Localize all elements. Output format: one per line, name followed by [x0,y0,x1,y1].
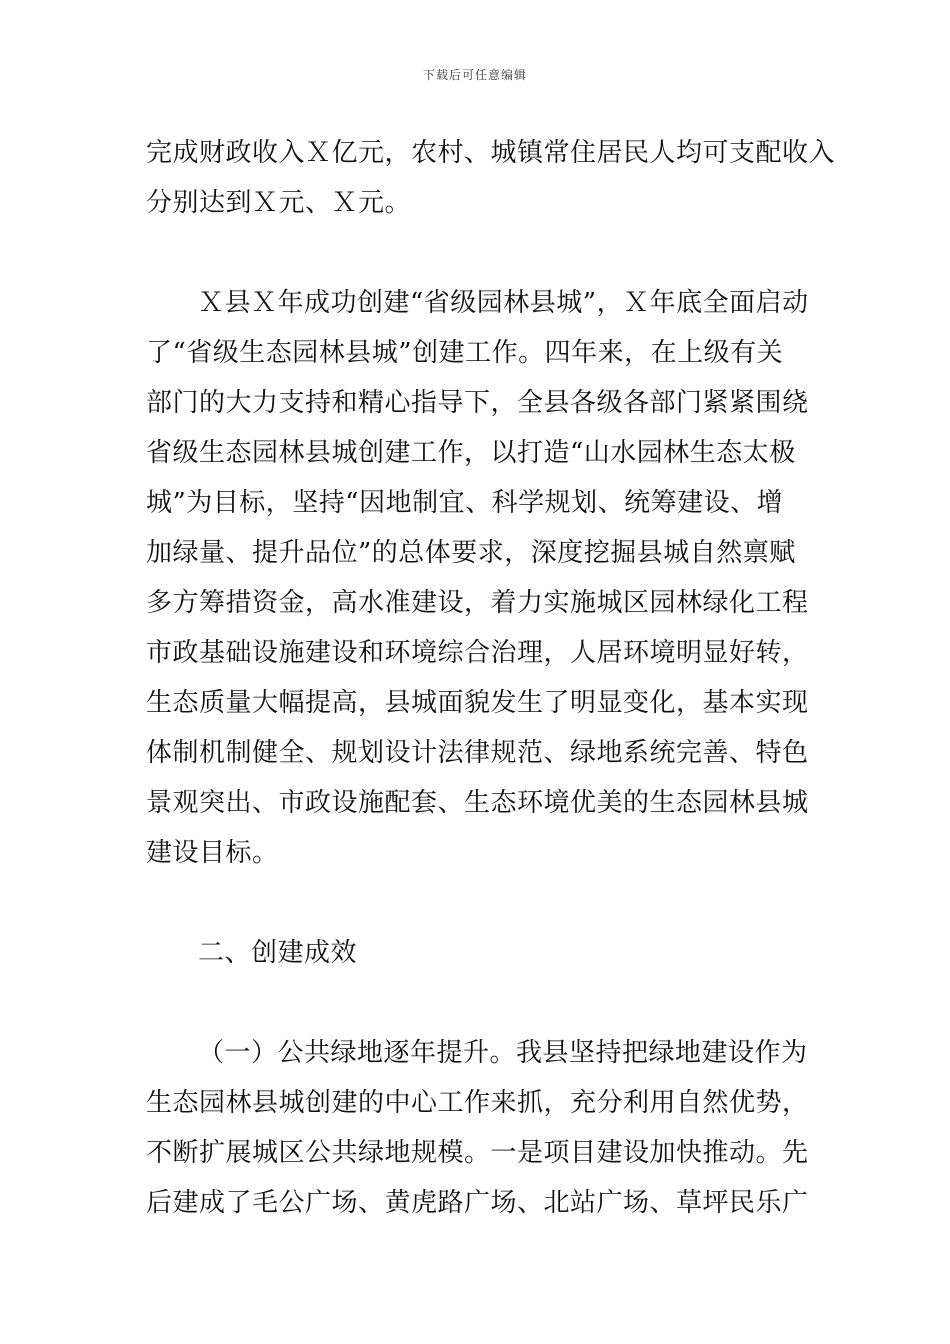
page-header-note: 下载后可任意编辑 [422,68,527,82]
text-line: 市政基础设施建设和环境综合治理，人居环境明显好转， [146,638,809,668]
paragraph-garden-county [146,278,809,878]
text-line: 生态园林县城创建的中心工作来抓，充分利用自然优势， [146,1088,809,1118]
text-line: 了“省级生态园林县城”创建工作。四年来，在上级有关 [146,338,784,368]
paragraph-spacer [146,978,806,1028]
text-line: 部门的大力支持和精心指导下，全县各级各部门紧紧围绕 [146,388,809,418]
text-line: 多方筹措资金，高水准建设，着力实施城区园林绿化工程 [146,588,809,618]
text-line: 加绿量、提升品位”的总体要求，深度挖掘县城自然禀赋 [146,538,796,568]
text-line: 分别达到Ｘ元、Ｘ元。 [146,188,412,218]
text-line: Ｘ县Ｘ年成功创建“省级园林县城”，Ｘ年底全面启动 [198,288,809,318]
text-line: 建设目标。 [146,838,279,868]
text-line: 完成财政收入Ｘ亿元，农村、城镇常住居民人均可支配收入 [146,138,836,168]
paragraph-fiscal-income [146,128,836,228]
paragraph-spacer [146,228,806,278]
section-heading [146,928,806,978]
text-line: 不断扩展城区公共绿地规模。一是项目建设加快推动。先 [146,1138,809,1168]
text-line: 省级生态园林县城创建工作，以打造“山水园林生态太极 [146,438,796,468]
text-line: 体制机制健全、规划设计法律规范、绿地系统完善、特色 [146,738,809,768]
text-line: （一）公共绿地逐年提升。我县坚持把绿地建设作为 [198,1038,808,1068]
text-line: 景观突出、市政设施配套、生态环境优美的生态园林县城 [146,788,809,818]
paragraph-public-greenspace [146,1028,809,1228]
text-line: 城”为目标，坚持“因地制宜、科学规划、统筹建设、增 [146,488,784,518]
text-line: 后建成了毛公广场、黄虎路广场、北站广场、草坪民乐广 [146,1188,809,1218]
section-heading-text: 二、创建成效 [198,938,358,968]
paragraph-spacer [146,878,806,928]
document-body [146,128,836,1228]
text-line: 生态质量大幅提高，县城面貌发生了明显变化，基本实现 [146,688,809,718]
